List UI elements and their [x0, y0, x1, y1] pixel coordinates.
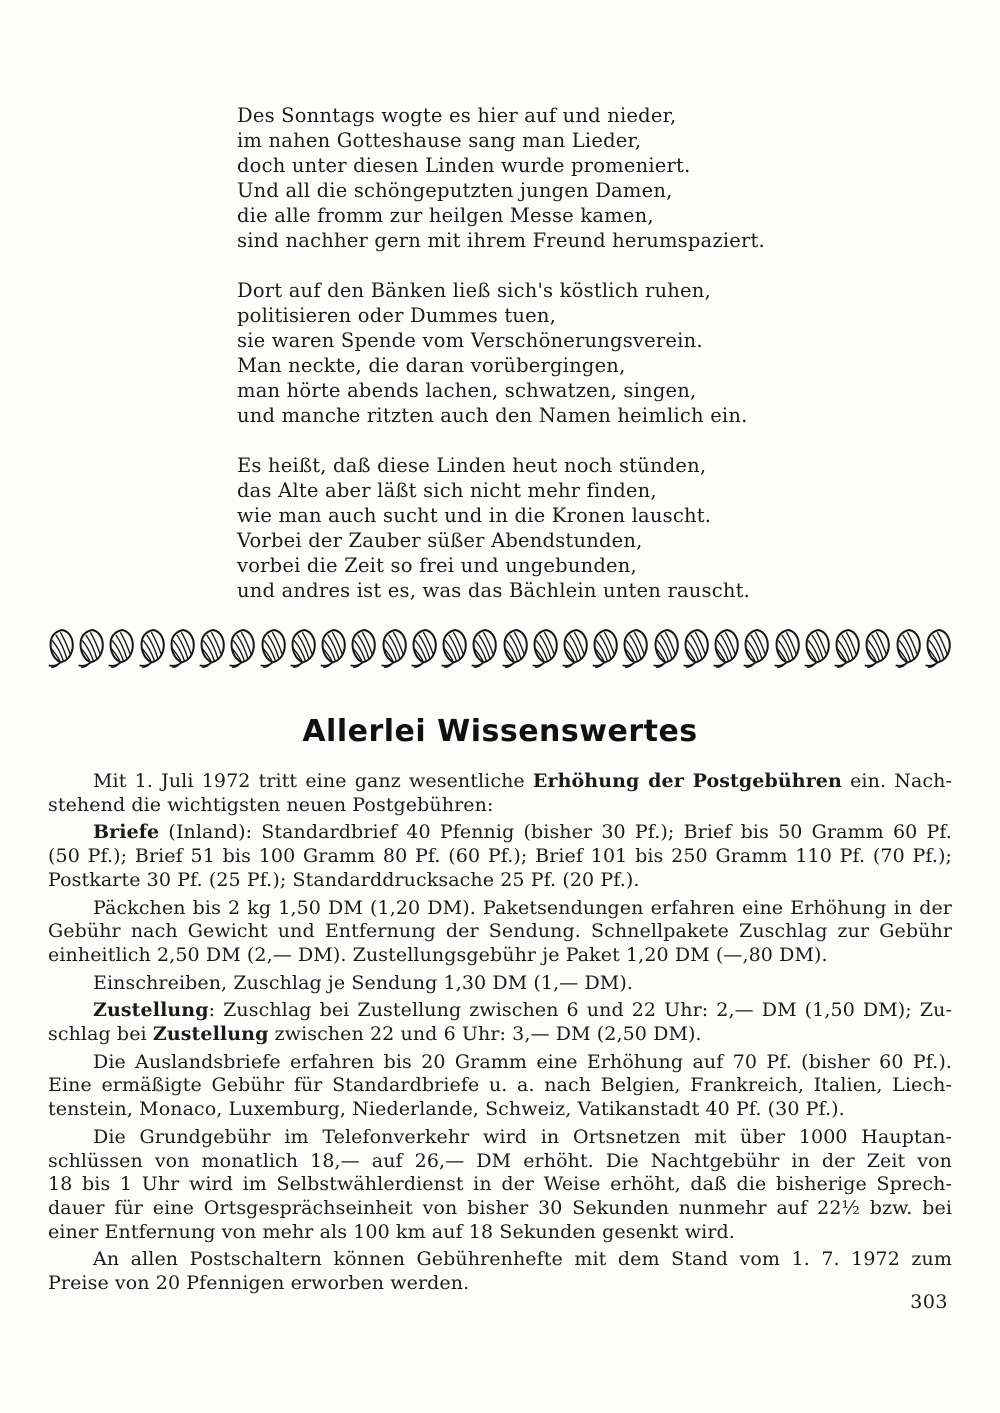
- article-title: Allerlei Wissenswertes: [302, 714, 698, 749]
- leaf-icon: [502, 627, 529, 669]
- body-line: Mit 1. Juli 1972 tritt eine ganz wesentliche Erhöhung der Postgebühren ein. Nach-: [93, 770, 952, 792]
- leaf-icon: [592, 627, 619, 669]
- paragraph: [48, 999, 952, 1046]
- paragraph: [48, 972, 952, 996]
- leaf-icon: [834, 627, 861, 669]
- body-line: dauer für eine Ortsgesprächseinheit von bisher 30 Sekunden nunmehr auf 22½ bzw. bei: [48, 1196, 952, 1219]
- leaf-icon: [229, 627, 256, 669]
- poem-line: Es heißt, daß diese Linden heut noch stünden,: [237, 454, 707, 477]
- leaf-icon: [350, 627, 377, 669]
- leaf-icon: [622, 627, 649, 669]
- leaf-icon: [774, 627, 801, 669]
- body-line: Einschreiben, Zuschlag je Sendung 1,30 DM (1,— DM).: [93, 971, 634, 994]
- body-line: Gebühr nach Gewicht und Entfernung der Sendung. Schnellpakete Zuschlag zur Gebühr: [48, 920, 952, 943]
- poem-line: wie man auch sucht und in die Kronen lauscht.: [237, 504, 712, 527]
- poem-line: sind nachher gern mit ihrem Freund herumspaziert.: [237, 229, 765, 252]
- body-line: einheitlich 2,50 DM (2,— DM). Zustellungsgebühr je Paket 1,20 DM (—,80 DM).: [48, 943, 828, 966]
- body-line: tenstein, Monaco, Luxemburg, Niederlande, Schweiz, Vatikanstadt 40 Pf. (30 Pf.).: [48, 1098, 845, 1121]
- leaf-icon: [713, 627, 740, 669]
- body-line: Päckchen bis 2 kg 1,50 DM (1,20 DM). Paketsendungen erfahren eine Erhöhung in der: [93, 896, 952, 919]
- body-line: schlüssen von monatlich 18,— auf 26,— DM erhöht. Die Nachtgebühr in der Zeit von: [48, 1149, 952, 1172]
- leaf-icon: [199, 627, 226, 669]
- poem-line: und andres ist es, was das Bächlein unten rauscht.: [237, 579, 751, 602]
- paragraph: [48, 821, 952, 892]
- poem-line: im nahen Gotteshause sang man Lieder,: [237, 129, 642, 152]
- leaf-icon: [743, 627, 770, 669]
- leaf-icon: [562, 627, 589, 669]
- poem-line: die alle fromm zur heilgen Messe kamen,: [237, 204, 654, 227]
- poem-line: man hörte abends lachen, schwatzen, singen,: [237, 379, 697, 402]
- ornament-divider: [48, 627, 952, 671]
- poem-line: vorbei die Zeit so frei und ungebunden,: [237, 554, 637, 577]
- leaf-icon: [48, 627, 75, 669]
- body-line: Eine ermäßigte Gebühr für Standardbriefe u. a. nach Belgien, Frankreich, Italien, Liech-: [48, 1074, 952, 1097]
- poem-line: Des Sonntags wogte es hier auf und nieder,: [237, 104, 677, 127]
- poem-line: Dort auf den Bänken ließ sich's köstlich ruhen,: [237, 279, 711, 302]
- paragraph: [48, 1248, 952, 1295]
- poem-line: Man neckte, die daran vorübergingen,: [237, 354, 626, 377]
- body-line: einer Entfernung von mehr als 100 km auf 18 Sekunden gesenkt wird.: [48, 1220, 735, 1243]
- leaf-icon: [864, 627, 891, 669]
- body-line: stehend die wichtigsten neuen Postgebühren:: [48, 793, 494, 816]
- leaf-icon: [895, 627, 922, 669]
- leaf-icon: [411, 627, 438, 669]
- body-line: Zustellung: Zuschlag bei Zustellung zwischen 6 und 22 Uhr: 2,— DM (1,50 DM); Zu-: [93, 999, 952, 1022]
- leaf-icon: [78, 627, 105, 669]
- poem-line: das Alte aber läßt sich nicht mehr finden,: [237, 479, 657, 502]
- leaf-icon: [108, 627, 135, 669]
- paragraph: [48, 770, 952, 817]
- leaf-icon: [683, 627, 710, 669]
- poem-line: Vorbei der Zauber süßer Abendstunden,: [237, 529, 643, 552]
- body-line: Briefe (Inland): Standardbrief 40 Pfennig (bisher 30 Pf.); Brief bis 50 Gramm 60 Pf.: [93, 821, 952, 844]
- poem-stanza: [237, 103, 1000, 253]
- poem-line: Und all die schöngeputzten jungen Damen,: [237, 179, 673, 202]
- poem: [237, 103, 1000, 603]
- leaf-icon: [471, 627, 498, 669]
- paragraph: [48, 897, 952, 968]
- leaf-icon: [169, 627, 196, 669]
- leaf-icon: [260, 627, 287, 669]
- leaf-icon: [139, 627, 166, 669]
- poem-stanza: [237, 453, 1000, 603]
- leaf-icon: [804, 627, 831, 669]
- body-line: Die Grundgebühr im Telefonverkehr wird in Ortsnetzen mit über 1000 Hauptan-: [93, 1125, 952, 1148]
- body-line: Die Auslandsbriefe erfahren bis 20 Gramm eine Erhöhung auf 70 Pf. (bisher 60 Pf.).: [93, 1050, 952, 1073]
- body-line: schlag bei Zustellung zwischen 22 und 6 Uhr: 3,— DM (2,50 DM).: [48, 1023, 702, 1046]
- body-line: (50 Pf.); Brief 51 bis 100 Gramm 80 Pf. (60 Pf.); Brief 101 bis 250 Gramm 110 Pf. (70 Pf.);: [48, 845, 952, 868]
- poem-line: und manche ritzten auch den Namen heimlich ein.: [237, 404, 748, 427]
- leaf-icon: [290, 627, 317, 669]
- poem-line: sie waren Spende vom Verschönerungsverein.: [237, 329, 703, 352]
- poem-line: doch unter diesen Linden wurde promeniert.: [237, 154, 691, 177]
- paragraph: [48, 1126, 952, 1245]
- poem-stanza: [237, 278, 1000, 428]
- leaf-icon: [381, 627, 408, 669]
- leaf-icon: [320, 627, 347, 669]
- leaf-icon: [532, 627, 559, 669]
- leaf-icon: [441, 627, 468, 669]
- poem-line: politisieren oder Dummes tuen,: [237, 304, 557, 327]
- leaf-icon: [925, 627, 952, 669]
- body-line: An allen Postschaltern können Gebührenhefte mit dem Stand vom 1. 7. 1972 zum: [93, 1248, 952, 1271]
- article-body: [48, 770, 952, 1296]
- body-line: Preise von 20 Pfennigen erworben werden.: [48, 1272, 470, 1295]
- body-line: Postkarte 30 Pf. (25 Pf.); Standarddrucksache 25 Pf. (20 Pf.).: [48, 868, 640, 891]
- body-line: 18 bis 1 Uhr wird im Selbstwählerdienst in der Weise erhöht, daß die bisherige Sprech-: [48, 1173, 952, 1196]
- page-number: 303: [910, 1291, 948, 1313]
- leaf-icon: [653, 627, 680, 669]
- paragraph: [48, 1051, 952, 1122]
